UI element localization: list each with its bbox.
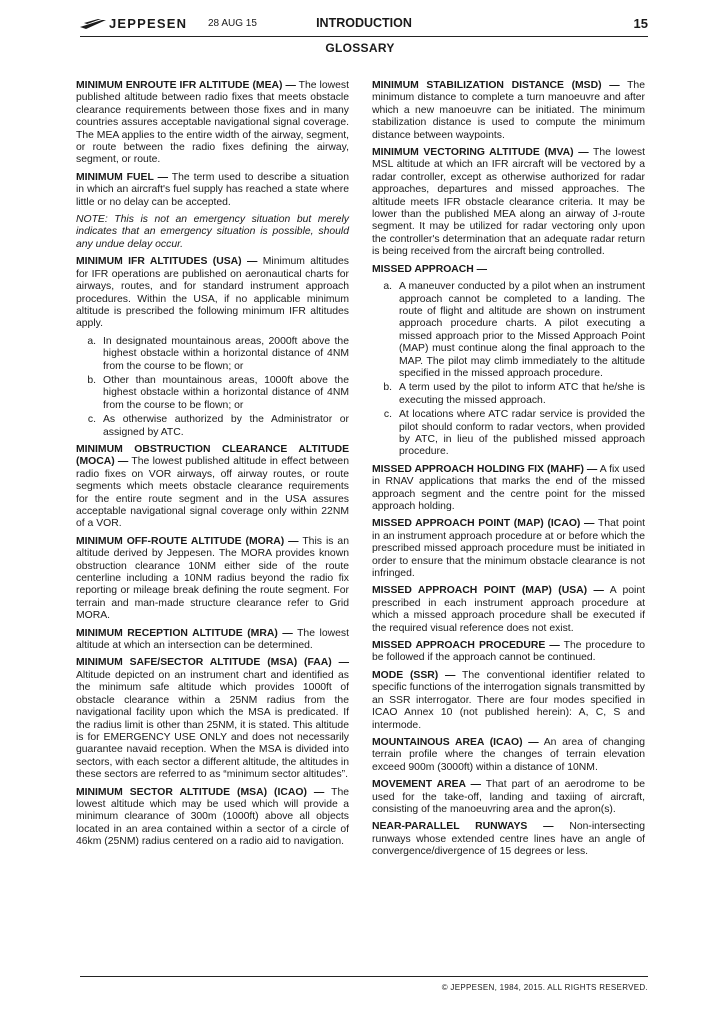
glossary-term: MINIMUM SECTOR ALTITUDE (MSA) (ICAO) — — [76, 786, 325, 798]
page-header — [80, 14, 648, 36]
glossary-list-item — [76, 375, 349, 412]
list-item-text: A term used by the pilot to inform ATC that he/she is executing the missed approach. — [399, 382, 645, 406]
glossary-definition: The lowest published altitude in effect between radio fixes on VOR airways, off airway routes, or route segments which meets obstacle clearance requirements for the entire route segment and in the USA assures acceptable navigational signal coverage only within 22NM of a VOR. — [76, 456, 349, 530]
glossary-entry — [76, 444, 349, 531]
glossary-term: MOVEMENT AREA — — [372, 779, 482, 791]
list-item-text: Other than mountainous areas, 1000ft above the highest obstacle within a horizontal distance of 4NM from the course to be flown; or — [103, 374, 349, 411]
list-item-marker: a. — [383, 281, 392, 293]
page-number: 15 — [633, 16, 648, 31]
list-item-text: At locations where ATC radar service is provided the pilot should conform to radar vectors, when provided by ATC, in lieu of the published missed approach procedure. — [399, 409, 645, 458]
glossary-entry — [76, 787, 349, 849]
glossary-term: MOUNTAINOUS AREA (ICAO) — — [372, 736, 539, 748]
list-item-text: A maneuver conducted by a pilot when an instrument approach cannot be completed to a landing. The route of flight and altitude are shown on instrument approach procedure charts. A pilot executing a missed approach prior to the Missed Approach Point (MAP) must continue along the final approach to the MAP. The pilot may climb immediately to the altitude specified in the missed approach procedure. — [399, 281, 645, 379]
right-column — [372, 80, 645, 864]
glossary-term: MISSED APPROACH — — [372, 263, 488, 275]
footer-rule — [80, 976, 648, 977]
glossary-definition: The minimum distance to complete a turn manoeuvre and after which a new manoeuvre can be initiated. The minimum stabilization distance is used to compute the minimum distance between waypoints. — [372, 80, 645, 141]
glossary-definition: The lowest altitude which may be used which will provide a minimum clearance of 300m (1000ft) above all objects located in an area contained within a sector of a circle of 46km (25NM) radius centered on a radio aid to navigation. — [76, 786, 349, 848]
glossary-entry — [76, 80, 349, 167]
glossary-entry — [372, 80, 645, 142]
glossary-term: MINIMUM OFF-ROUTE ALTITUDE (MORA) — — [76, 535, 299, 547]
glossary-term: MISSED APPROACH POINT (MAP) (USA) — — [372, 585, 604, 597]
glossary-term: MINIMUM SAFE/SECTOR ALTITUDE (MSA) (FAA) — — [76, 657, 349, 669]
glossary-definition: Non-intersecting runways whose extended centre lines have an angle of convergence/divergence of 15 degrees or less. — [372, 821, 645, 858]
glossary-term: MISSED APPROACH POINT (MAP) (ICAO) — — [372, 518, 595, 530]
glossary-item-list — [76, 336, 349, 439]
glossary-term: MINIMUM STABILIZATION DISTANCE (MSD) — — [372, 80, 620, 91]
glossary-list-item — [76, 414, 349, 439]
glossary-term: MISSED APPROACH HOLDING FIX (MAHF) — — [372, 463, 598, 475]
glossary-entry — [372, 670, 645, 732]
glossary-entry — [76, 628, 349, 653]
logo-text: JEPPESEN — [109, 16, 188, 31]
glossary-list-item — [372, 382, 645, 407]
glossary-term: MINIMUM ENROUTE IFR ALTITUDE (MEA) — — [76, 80, 296, 91]
glossary-term: MINIMUM RECEPTION ALTITUDE (MRA) — — [76, 627, 293, 639]
glossary-definition: A fix used in RNAV applications that marks the end of the missed approach segment and the centre point for the missed approach holding. — [372, 463, 645, 512]
glossary-list-item — [372, 281, 645, 380]
glossary-entry — [372, 464, 645, 514]
list-item-marker: c. — [87, 414, 96, 426]
glossary-entry — [372, 147, 645, 259]
list-item-marker: b. — [383, 382, 392, 394]
glossary-term: MINIMUM VECTORING ALTITUDE (MVA) — — [372, 147, 589, 159]
glossary-entry — [372, 585, 645, 635]
glossary-definition: That point in an instrument approach procedure at or before which the prescribed missed approach procedure must be initiated in order to ensure that the minimum obstacle clearance is not infringed. — [372, 518, 645, 580]
glossary-definition: That part of an aerodrome to be used for the take-off, landing and taxiing of aircraft, consisting of the manoeuvring area and the apron(s). — [372, 779, 645, 815]
glossary-entry — [372, 779, 645, 816]
glossary-note: NOTE: This is not an emergency situation but merely indicates that an emergency situation is possible, should any undue delay occur. — [76, 214, 349, 250]
glossary-term: MODE (SSR) — — [372, 669, 456, 681]
glossary-entry — [76, 657, 349, 781]
page-subtitle: GLOSSARY — [325, 41, 395, 55]
glossary-item-list — [372, 281, 645, 459]
glossary-entry — [372, 737, 645, 774]
glossary-definition: An area of changing terrain profile where the changes of terrain elevation exceed 900m (3000ft) within a distance of 10NM. — [372, 736, 645, 773]
glossary-definition: A point prescribed in each instrument approach procedure at which a missed approach procedure shall be executed if the required visual reference does not exist. — [372, 585, 645, 634]
glossary-entry — [372, 821, 645, 858]
list-item-marker: a. — [87, 335, 96, 347]
glossary-definition: The lowest altitude at which an intersection can be determined. — [76, 627, 349, 652]
list-item-marker: b. — [87, 374, 96, 386]
glossary-term: MINIMUM FUEL — — [76, 171, 168, 183]
list-item-text: In designated mountainous areas, 2000ft above the highest obstacle within a horizontal distance of 4NM from the course to be flown; or — [103, 335, 349, 372]
glossary-term: NEAR-PARALLEL RUNWAYS — — [372, 821, 554, 833]
glossary-definition: This is an altitude derived by Jeppesen. The MORA provides known obstruction clearance 10NM either side of the route centerline including a 10NM radius beyond the radio fix reporting or mileage break defining the route segment. For terrain and man-made structure clearance refer to Grid MORA. — [76, 535, 349, 622]
glossary-term: MISSED APPROACH PROCEDURE — — [372, 640, 560, 652]
glossary-term: MINIMUM IFR ALTITUDES (USA) — — [76, 256, 258, 268]
glossary-entry — [372, 264, 645, 276]
left-column — [76, 80, 349, 854]
glossary-definition: The procedure to be followed if the approach cannot be continued. — [372, 640, 645, 664]
glossary-list-item — [76, 336, 349, 373]
glossary-definition: Altitude depicted on an instrument chart and identified as the minimum safe altitude which provides 1000ft of obstacle clearance within a 25NM radius from the navigational facility upon which the MSA is predicated. If the radius limit is other than 25NM, it is stated. This altitude is for EMERGENCY USE ONLY and does not necessarily guarantee navaid reception. When the MSA is divided into sectors, with each sector a different altitude, the altitudes in these sectors are referred to as “minimum sector altitudes”. — [76, 669, 349, 781]
glossary-entry — [372, 640, 645, 665]
glossary-definition: The lowest published altitude between radio fixes that meets obstacle clearance requirements between those fixes and in many countries assures acceptable navigational signal coverage. The MEA applies to the entire width of the airway, segment, or route between the radio fixes defining the airway, segment, or route. — [76, 80, 349, 166]
copyright-footer: © JEPPESEN, 1984, 2015. ALL RIGHTS RESERVED. — [441, 983, 648, 992]
header-date: 28 AUG 15 — [208, 18, 257, 29]
glossary-definition: The lowest MSL altitude at which an IFR aircraft will be vectored by a radar controller, except as otherwise authorized for radar approaches, departures and missed approaches. The altitude meets IFR obstacle clearance criteria. It may be lower than the published MEA along an airway of J-route segment. It may be utilized for radar vectoring only upon the controller's determination that an adequate radar return is being received from the aircraft being controlled. — [372, 147, 645, 258]
header-section-title: INTRODUCTION — [316, 16, 412, 30]
glossary-entry — [372, 518, 645, 580]
list-item-text: As otherwise authorized by the Administrator or assigned by ATC. — [103, 414, 349, 438]
glossary-term: MINIMUM OBSTRUCTION CLEARANCE ALTITUDE (MOCA) — — [76, 443, 349, 468]
glossary-list-item — [372, 409, 645, 459]
glossary-entry — [76, 172, 349, 209]
glossary-definition: The term used to describe a situation in which an aircraft's fuel supply has reached a state where little or no delay can be accepted. — [76, 171, 349, 208]
header-rule — [80, 36, 648, 37]
glossary-definition: The conventional identifier related to specific functions of the interrogation signals transmitted by an SSR interrogator. There are four modes specified in ICAO Annex 10 (not published herein): A, C, S and intermode. — [372, 669, 645, 731]
glossary-definition: Minimum altitudes for IFR operations are published on aeronautical charts for airways, routes, and for standard instrument approach procedures. Within the USA, if no applicable minimum altitude is prescribed the following minimum IFR altitudes apply. — [76, 256, 349, 330]
glossary-entry — [76, 256, 349, 330]
glossary-entry — [76, 536, 349, 623]
list-item-marker: c. — [383, 409, 392, 421]
